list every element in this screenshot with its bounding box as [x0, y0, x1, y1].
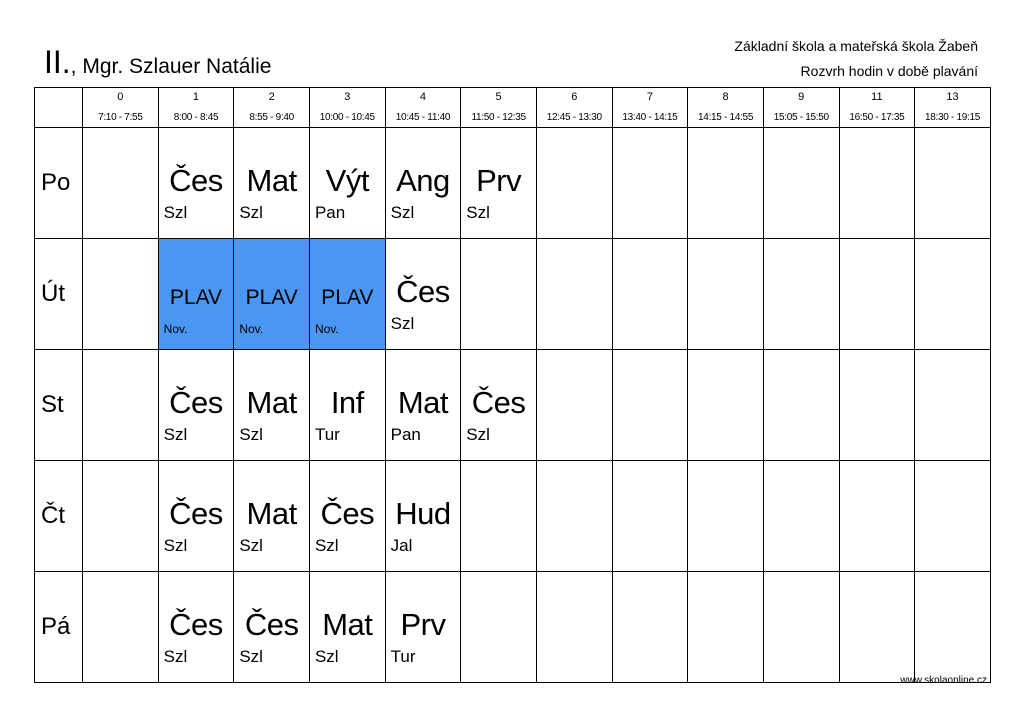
lesson-teacher: Szl: [390, 314, 415, 333]
lesson-teacher: Szl: [163, 536, 188, 555]
period-time: 10:00 - 10:45: [319, 112, 375, 123]
lesson-cell: [234, 128, 310, 239]
empty-slot: [461, 239, 536, 349]
empty-cell: [839, 572, 915, 683]
empty-cell: [915, 461, 991, 572]
lesson-cell: [385, 461, 461, 572]
period-time: 12:45 - 13:30: [546, 112, 602, 123]
day-label: Út: [41, 280, 65, 307]
class-name: II.: [44, 44, 71, 80]
school-name: Základní škola a mateřská škola Žabeň: [734, 38, 978, 54]
day-label: St: [41, 391, 64, 418]
lesson-teacher: Szl: [239, 425, 263, 444]
lesson-subject: Prv: [476, 163, 522, 198]
empty-cell: [83, 572, 159, 683]
lesson-subject: Mat: [246, 385, 297, 420]
empty-slot: [461, 461, 536, 571]
website-footer: www.skolaonline.cz: [900, 675, 987, 686]
lesson: [386, 239, 461, 349]
empty-slot: [764, 128, 839, 238]
period-header: [309, 88, 385, 128]
lesson-teacher: Nov.: [163, 322, 188, 336]
lesson-subject: PLAV: [321, 286, 374, 309]
empty-cell: [536, 128, 612, 239]
lesson-teacher: Szl: [314, 536, 339, 555]
empty-cell: [839, 461, 915, 572]
corner-cell: [35, 88, 83, 128]
lesson-teacher: Szl: [163, 425, 188, 444]
lesson-teacher: Szl: [466, 425, 490, 444]
lesson-subject: Čes: [169, 163, 223, 198]
lesson-cell: [385, 350, 461, 461]
period-number: 3: [344, 91, 351, 103]
lesson-teacher: Tur: [314, 425, 340, 444]
lesson: [234, 128, 309, 238]
empty-slot: [537, 461, 612, 571]
lesson-cell: [158, 128, 234, 239]
empty-slot: [764, 239, 839, 349]
period-time: 11:50 - 12:35: [471, 112, 526, 123]
empty-slot: [613, 128, 688, 238]
lesson: [386, 128, 461, 238]
lesson: [159, 461, 234, 571]
lesson-teacher: Nov.: [314, 322, 339, 336]
lesson: [310, 461, 385, 571]
empty-slot: [688, 239, 763, 349]
day-label-cell: [35, 350, 83, 461]
empty-slot: [764, 350, 839, 460]
period-header: [915, 88, 991, 128]
lesson-subject: Inf: [330, 385, 364, 420]
timetable-grid: [34, 87, 991, 683]
empty-slot: [613, 461, 688, 571]
empty-slot: [537, 128, 612, 238]
day-label: Po: [41, 169, 71, 196]
lesson-teacher: Szl: [390, 203, 415, 222]
day-row: [35, 128, 991, 239]
empty-cell: [763, 350, 839, 461]
day-label-cell: [35, 128, 83, 239]
day-label-cell: [35, 461, 83, 572]
lesson-cell: [158, 239, 234, 350]
lesson-subject: Čes: [396, 274, 450, 309]
empty-cell: [763, 239, 839, 350]
lesson: [310, 350, 385, 460]
empty-slot: [915, 572, 990, 682]
lesson: [461, 350, 536, 460]
lesson-cell: [234, 239, 310, 350]
empty-cell: [915, 239, 991, 350]
day-label-cell: [35, 239, 83, 350]
empty-slot: [461, 572, 536, 682]
period-number: 2: [268, 91, 275, 103]
lesson-cell: [234, 350, 310, 461]
lesson-cell: [158, 572, 234, 683]
lesson-cell: [158, 461, 234, 572]
empty-cell: [915, 350, 991, 461]
lesson-cell: [234, 572, 310, 683]
teacher-name: , Mgr. Szlauer Natálie: [70, 55, 272, 78]
lesson-cell: [309, 461, 385, 572]
lesson-teacher: Jal: [390, 536, 413, 555]
period-time: 10:45 - 11:40: [395, 112, 451, 123]
empty-cell: [612, 128, 688, 239]
lesson: [159, 350, 234, 460]
empty-cell: [763, 461, 839, 572]
period-number: 1: [192, 91, 200, 103]
lesson-subject: PLAV: [169, 286, 223, 309]
period-header: [461, 88, 537, 128]
empty-slot: [83, 350, 158, 460]
lesson-subject: Prv: [400, 607, 446, 642]
period-time: 13:40 - 14:15: [622, 112, 678, 123]
lesson-teacher: Szl: [466, 203, 490, 222]
lesson: [310, 572, 385, 682]
lesson-teacher: Szl: [239, 536, 263, 555]
empty-cell: [915, 128, 991, 239]
period-header: [763, 88, 839, 128]
lesson-subject: Mat: [246, 496, 297, 531]
lesson-cell: [385, 239, 461, 350]
timetable-title: [44, 44, 271, 85]
period-time: 7:10 - 7:55: [98, 112, 143, 123]
timetable-subtitle: Rozvrh hodin v době plavání: [800, 63, 978, 79]
empty-slot: [688, 350, 763, 460]
empty-cell: [763, 128, 839, 239]
empty-cell: [536, 461, 612, 572]
empty-slot: [537, 572, 612, 682]
empty-slot: [840, 572, 915, 682]
empty-slot: [537, 239, 612, 349]
empty-slot: [83, 572, 158, 682]
empty-cell: [83, 461, 159, 572]
empty-cell: [688, 239, 764, 350]
lesson: [159, 128, 234, 238]
period-number: 8: [722, 91, 729, 103]
lesson-subject: Výt: [325, 163, 369, 198]
empty-cell: [536, 572, 612, 683]
empty-slot: [840, 128, 915, 238]
day-row: [35, 572, 991, 683]
lesson: [461, 128, 536, 238]
lesson-cell: [385, 128, 461, 239]
empty-slot: [840, 239, 915, 349]
lesson-subject: Čes: [471, 385, 526, 420]
empty-slot: [537, 350, 612, 460]
lesson-subject: Čes: [320, 496, 375, 531]
swimming-lesson: [234, 239, 309, 349]
lesson-subject: Čes: [244, 607, 299, 642]
lesson-cell: [385, 572, 461, 683]
period-header: [688, 88, 764, 128]
empty-slot: [688, 461, 763, 571]
empty-cell: [688, 128, 764, 239]
period-number: 13: [946, 91, 959, 103]
lesson-teacher: Pan: [390, 425, 421, 444]
empty-cell: [461, 239, 537, 350]
lesson: [234, 350, 309, 460]
period-header: [234, 88, 310, 128]
lesson-subject: PLAV: [245, 286, 298, 309]
period-time: 18:30 - 19:15: [925, 112, 981, 123]
lesson-teacher: Szl: [163, 647, 188, 666]
empty-cell: [839, 350, 915, 461]
day-label: Pá: [41, 613, 71, 640]
empty-slot: [83, 461, 158, 571]
empty-slot: [764, 572, 839, 682]
day-label: Čt: [41, 502, 65, 529]
empty-cell: [688, 350, 764, 461]
lesson-subject: Čes: [169, 385, 223, 420]
lesson-cell: [309, 572, 385, 683]
lesson-subject: Čes: [169, 496, 223, 531]
empty-cell: [839, 239, 915, 350]
lesson-teacher: Szl: [239, 203, 263, 222]
empty-cell: [536, 350, 612, 461]
lesson-teacher: Szl: [163, 203, 188, 222]
empty-slot: [915, 128, 990, 238]
empty-slot: [688, 128, 763, 238]
lesson-cell: [234, 461, 310, 572]
period-number: 5: [495, 91, 502, 103]
period-number: 9: [798, 91, 805, 103]
period-number: 11: [871, 91, 883, 103]
period-header: [612, 88, 688, 128]
empty-slot: [83, 128, 158, 238]
swimming-lesson: [310, 239, 385, 349]
empty-cell: [612, 461, 688, 572]
period-header: [158, 88, 234, 128]
lesson-cell: [309, 128, 385, 239]
period-number: 4: [419, 91, 427, 103]
lesson: [386, 461, 461, 571]
empty-slot: [915, 461, 990, 571]
lesson-teacher: Tur: [390, 647, 416, 666]
empty-cell: [688, 572, 764, 683]
lesson-cell: [158, 350, 234, 461]
lesson-subject: Čes: [169, 607, 223, 642]
lesson: [234, 572, 309, 682]
empty-slot: [688, 572, 763, 682]
period-time: 8:00 - 8:45: [173, 112, 219, 123]
period-header: [83, 88, 159, 128]
lesson-subject: Mat: [322, 607, 373, 642]
lesson: [159, 572, 234, 682]
empty-slot: [915, 239, 990, 349]
empty-slot: [764, 461, 839, 571]
lesson-subject: Mat: [397, 385, 449, 420]
period-header-row: [35, 88, 991, 128]
empty-cell: [763, 572, 839, 683]
empty-cell: [83, 350, 159, 461]
empty-slot: [840, 350, 915, 460]
period-number: 7: [646, 91, 653, 103]
empty-slot: [915, 350, 990, 460]
period-number: 0: [117, 91, 124, 103]
lesson-teacher: Szl: [314, 647, 339, 666]
lesson-teacher: Pan: [314, 203, 346, 222]
empty-cell: [83, 239, 159, 350]
lesson-subject: Hud: [395, 496, 451, 531]
period-header: [385, 88, 461, 128]
lesson-cell: [461, 350, 537, 461]
empty-slot: [613, 572, 688, 682]
empty-cell: [461, 572, 537, 683]
period-number: 6: [571, 91, 578, 103]
period-header: [536, 88, 612, 128]
day-row: [35, 350, 991, 461]
lesson: [310, 128, 385, 238]
lesson: [386, 572, 461, 682]
empty-cell: [461, 461, 537, 572]
period-time: 8:55 - 9:40: [249, 112, 294, 123]
empty-slot: [613, 350, 688, 460]
lesson: [234, 461, 309, 571]
period-time: 15:05 - 15:50: [773, 112, 829, 123]
swimming-lesson: [159, 239, 234, 349]
day-row: [35, 239, 991, 350]
empty-cell: [915, 572, 991, 683]
lesson-cell: [461, 128, 537, 239]
lesson-cell: [309, 350, 385, 461]
day-row: [35, 461, 991, 572]
lesson-subject: Mat: [246, 163, 297, 198]
period-time: 16:50 - 17:35: [849, 112, 905, 123]
empty-cell: [612, 239, 688, 350]
period-time: 14:15 - 14:55: [698, 112, 754, 123]
day-label-cell: [35, 572, 83, 683]
lesson: [386, 350, 461, 460]
empty-cell: [839, 128, 915, 239]
lesson-teacher: Nov.: [239, 322, 264, 336]
empty-cell: [536, 239, 612, 350]
period-header: [839, 88, 915, 128]
empty-cell: [83, 128, 159, 239]
empty-slot: [613, 239, 688, 349]
empty-cell: [688, 461, 764, 572]
lesson-teacher: Szl: [239, 647, 263, 666]
lesson-cell: [309, 239, 385, 350]
lesson-subject: Ang: [396, 163, 450, 198]
empty-cell: [612, 350, 688, 461]
empty-slot: [840, 461, 915, 571]
empty-cell: [612, 572, 688, 683]
empty-slot: [83, 239, 158, 349]
